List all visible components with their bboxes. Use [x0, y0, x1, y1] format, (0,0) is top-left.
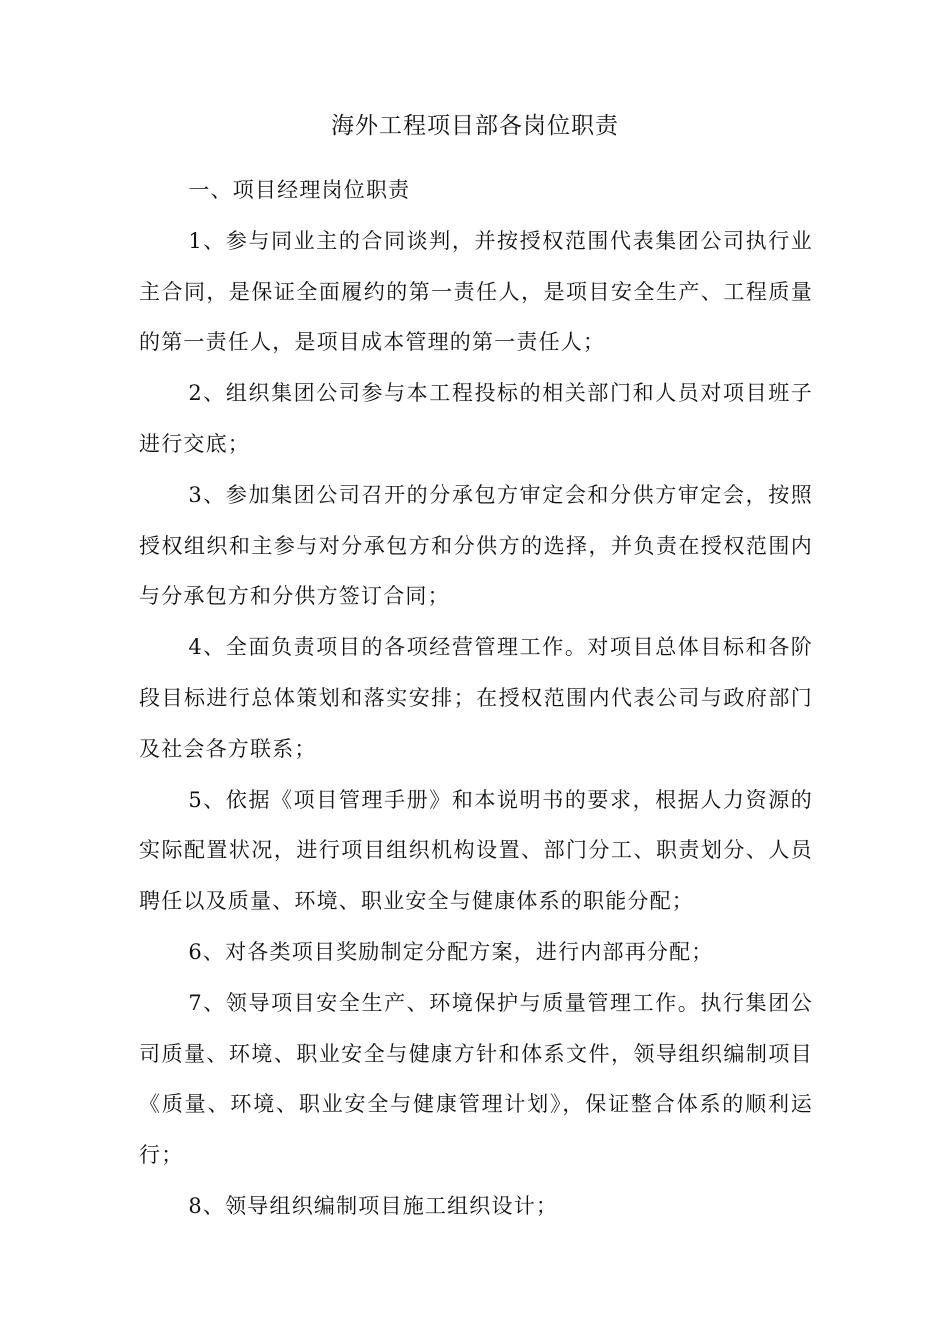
duty-item-2: 2、组织集团公司参与本工程投标的相关部门和人员对项目班子进行交底；: [139, 381, 813, 456]
duty-item-7: 7、领导项目安全生产、环境保护与质量管理工作。执行集团公司质量、环境、职业安全与健康方针和体系文件，领导组织编制项目《质量、环境、职业安全与健康管理计划》，保证整合体系的顺利运行；: [139, 990, 813, 1168]
duty-item-1: 1、参与同业主的合同谈判，并按授权范围代表集团公司执行业主合同，是保证全面履约的第一责任人，是项目安全生产、工程质量的第一责任人，是项目成本管理的第一责任人；: [139, 228, 813, 355]
duty-item-4: 4、全面负责项目的各项经营管理工作。对项目总体目标和各阶段目标进行总体策划和落实安排；在授权范围内代表公司与政府部门及社会各方联系；: [139, 635, 813, 761]
document-body: [139, 165, 813, 1232]
duty-item-8: 8、领导组织编制项目施工组织设计；: [188, 1193, 559, 1218]
duty-item-5: 5、依据《项目管理手册》和本说明书的要求，根据人力资源的实际配置状况，进行项目组织机构设置、部门分工、职责划分、人员聘任以及质量、环境、职业安全与健康体系的职能分配；: [139, 787, 813, 914]
section-heading: 一、项目经理岗位职责: [188, 178, 411, 202]
duty-item-6: 6、对各类项目奖励制定分配方案，进行内部再分配；: [188, 939, 714, 964]
document-title: 海外工程项目部各岗位职责: [331, 113, 619, 139]
duty-item-3: 3、参加集团公司召开的分承包方审定会和分供方审定会，按照授权组织和主参与对分承包方和分供方的选择，并负责在授权范围内与分承包方和分供方签订合同；: [139, 482, 813, 609]
